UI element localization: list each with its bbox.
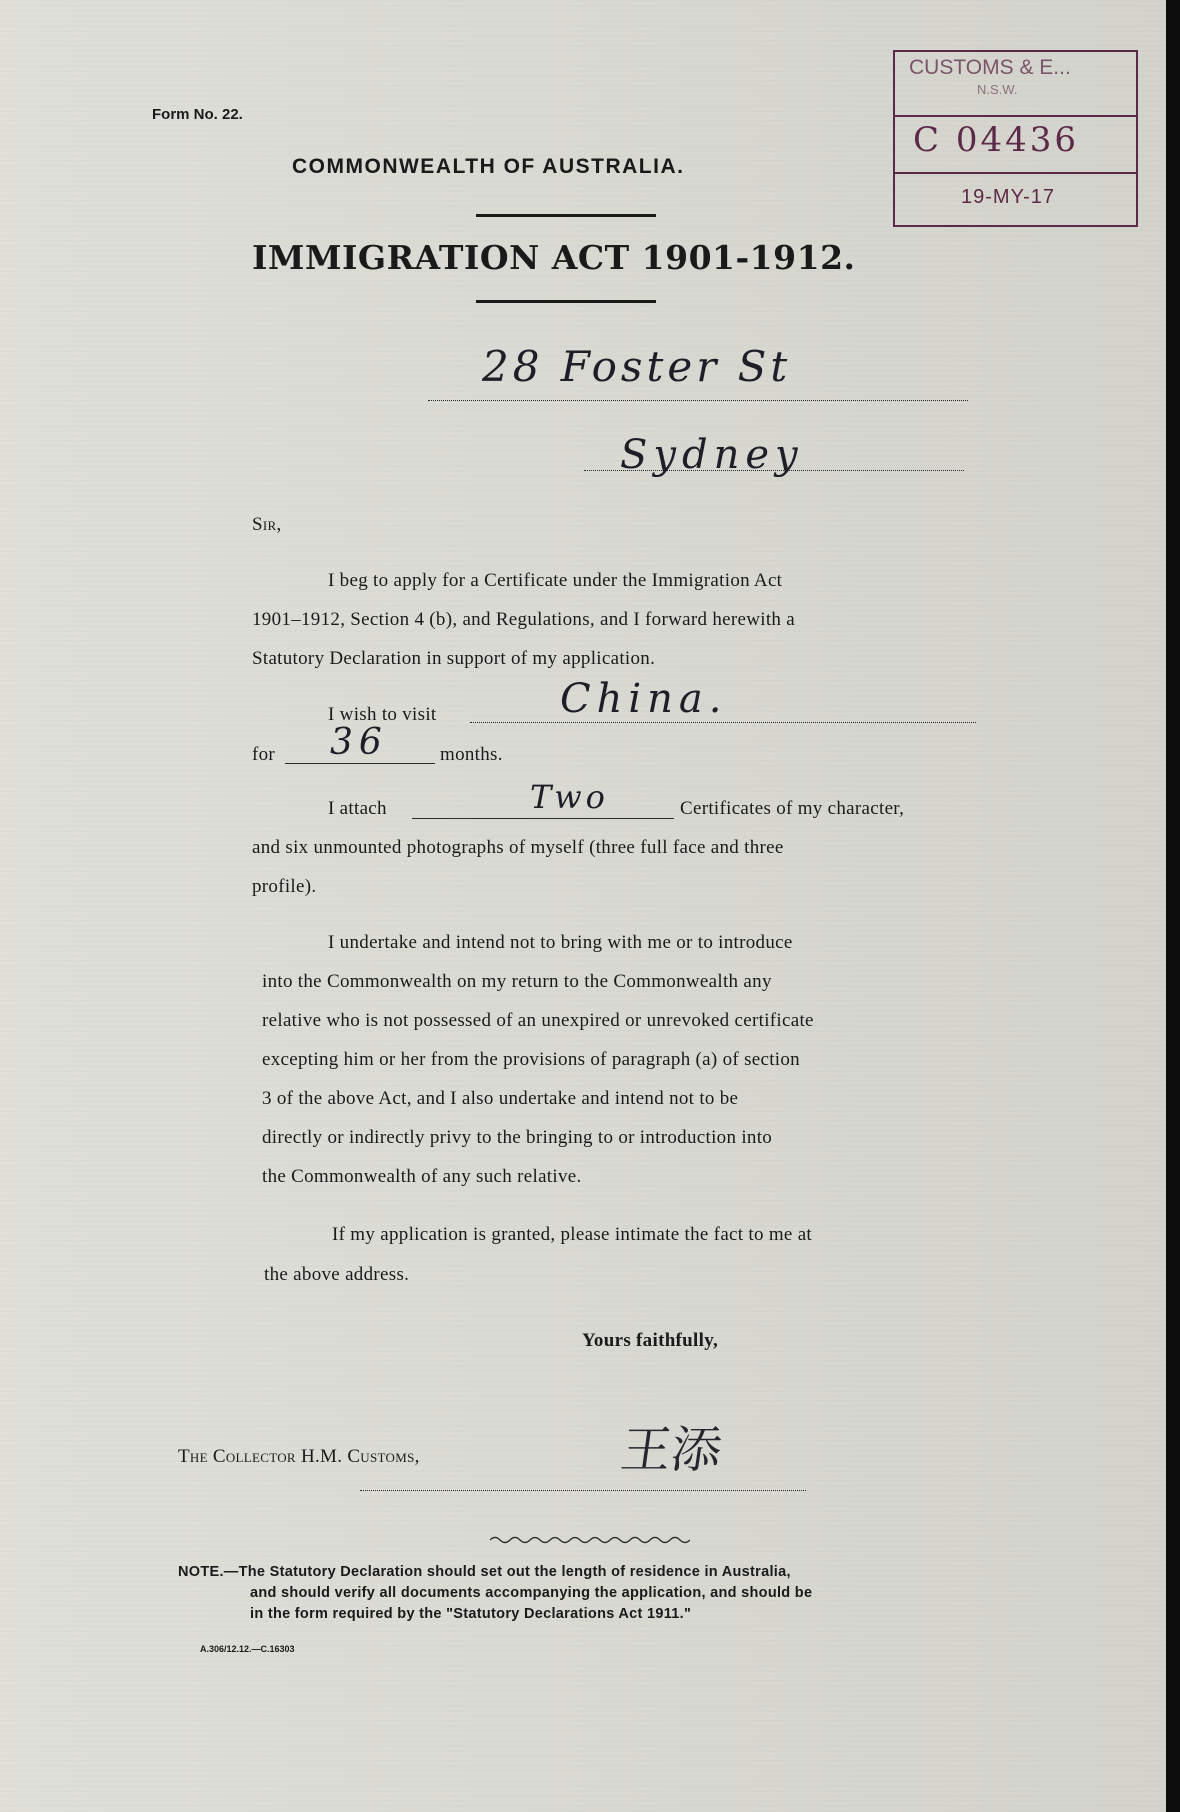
print-code: A.306/12.12.—C.16303 bbox=[200, 1644, 295, 1654]
paragraph-3-line-5: 3 of the above Act, and I also undertake and intend not to be bbox=[262, 1088, 739, 1109]
p1-line-1-text: I beg to apply for a Certificate under the Immigration Act bbox=[328, 570, 783, 591]
note-line-2: and should verify all documents accompanying the application, and should be bbox=[250, 1585, 813, 1601]
paragraph-2-line-1: and six unmounted photographs of myself (three full face and three bbox=[252, 837, 784, 858]
signature-rule bbox=[360, 1490, 806, 1491]
country-heading: COMMONWEALTH OF AUSTRALIA. bbox=[292, 155, 685, 178]
visit-rule bbox=[470, 722, 976, 723]
visit-label: I wish to visit bbox=[328, 704, 437, 725]
paragraph-3-line-3: relative who is not possessed of an unexpired or unrevoked certificate bbox=[262, 1010, 814, 1031]
heading-rule-top bbox=[476, 214, 656, 217]
stamp-office-sub: N.S.W. bbox=[977, 82, 1018, 97]
address-line-1-rule bbox=[428, 400, 968, 401]
stamp-divider-bottom bbox=[895, 172, 1136, 174]
stamp-date: 19-MY-17 bbox=[961, 186, 1055, 208]
act-title: IMMIGRATION ACT 1901-1912. bbox=[252, 238, 856, 277]
heading-rule-bottom bbox=[476, 300, 656, 303]
for-suffix: months. bbox=[440, 744, 503, 765]
paragraph-1-line-3: Statutory Declaration in support of my application. bbox=[252, 648, 656, 669]
stamp-number: C 04436 bbox=[913, 120, 1079, 160]
visit-value: China. bbox=[560, 676, 728, 722]
for-rule bbox=[285, 763, 435, 764]
paragraph-1-line-2: 1901–1912, Section 4 (b), and Regulations, and I forward herewith a bbox=[252, 609, 795, 630]
paragraph-3-line-1: I undertake and intend not to bring with me or to introduce bbox=[328, 932, 793, 953]
note-line-1: NOTE.—The Statutory Declaration should set out the length of residence in Australia, bbox=[178, 1564, 791, 1580]
address-line-2: Sydney bbox=[620, 432, 804, 478]
customs-stamp bbox=[893, 50, 1138, 227]
signature: 王添 bbox=[617, 1421, 726, 1479]
paragraph-3-line-6: directly or indirectly privy to the bringing to or introduction into bbox=[262, 1127, 773, 1148]
addressee: The Collector H.M. Customs, bbox=[178, 1446, 420, 1467]
paragraph-1-line-1 bbox=[328, 570, 976, 592]
attach-label: I attach bbox=[328, 798, 387, 819]
address-line-2-rule bbox=[584, 470, 964, 471]
form-number: Form No. 22. bbox=[152, 106, 243, 123]
attach-value: Two bbox=[530, 778, 609, 816]
flourish-divider bbox=[490, 1534, 690, 1546]
for-value: 36 bbox=[330, 722, 388, 763]
paragraph-3-line-4: excepting him or her from the provisions of paragraph (a) of section bbox=[262, 1049, 800, 1070]
paragraph-2-line-2: profile). bbox=[252, 876, 317, 897]
attach-rule bbox=[412, 818, 674, 819]
address-line-1: 28 Foster St bbox=[482, 342, 792, 391]
paragraph-4-line-1: If my application is granted, please intimate the fact to me at bbox=[332, 1224, 813, 1245]
attach-suffix: Certificates of my character, bbox=[680, 798, 905, 819]
paragraph-3-line-2: into the Commonwealth on my return to the Commonwealth any bbox=[262, 971, 772, 992]
note-line-3: in the form required by the "Statutory Declarations Act 1911." bbox=[250, 1606, 692, 1622]
for-label: for bbox=[252, 744, 276, 765]
stamp-office: CUSTOMS & E... bbox=[909, 56, 1071, 79]
paragraph-3-line-7: the Commonwealth of any such relative. bbox=[262, 1166, 582, 1187]
salutation: Sir, bbox=[252, 514, 282, 535]
paragraph-4-line-2: the above address. bbox=[264, 1264, 410, 1285]
stamp-divider-top bbox=[895, 115, 1136, 117]
closing: Yours faithfully, bbox=[582, 1330, 719, 1351]
